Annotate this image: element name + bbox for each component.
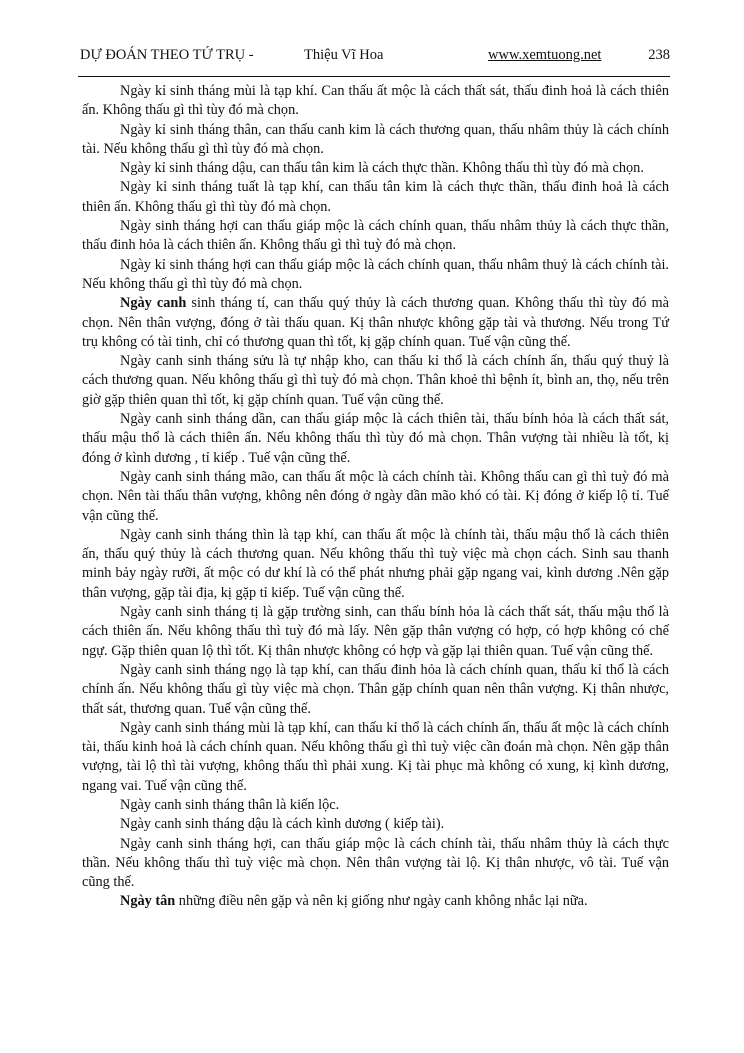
paragraph-text: sinh tháng tí, can thấu quý thủy là cách thương quan. Không thấu thì tùy đó mà chọn. Nên thân vượng, đóng ở tài thấu quan. Kị thân nhược không gặp tài và thương. Nếu trong Tứ trụ không có tài tinh, chỉ có thương quan thì tốt, kị gặp chính quan. Tuế vận cũng thế. [82,295,669,350]
paragraph-text: Ngày canh sinh tháng tị là gặp trường sinh, can thấu bính hỏa là cách thất sát, thấu mậu thổ là cách thiên ấn. Nếu không thấu thì tuỳ đó mà lấy. Nên gặp thân vượng có hợp, có hợp không có chế ngự. Gặp thiên quan lộ thì tốt. Kị thân nhược không có hợp và gặp lại thiên quan. Tuế vận cũng thế. [82,604,669,659]
body-paragraph [82,468,669,526]
body-paragraph [82,410,669,468]
header-book-title: DỰ ĐOÁN THEO TỨ TRỤ - [80,47,254,63]
header-author: Thiệu Vĩ Hoa [304,47,384,63]
paragraph-text: Ngày canh sinh tháng dậu là cách kình dương ( kiếp tài). [120,816,445,833]
body-paragraph [82,719,669,796]
body-paragraph [82,835,669,893]
paragraph-text: những điều nên gặp và nên kị giống như ngày canh không nhắc lại nữa. [175,893,588,910]
body-paragraph [82,178,669,217]
body-paragraph [82,661,669,719]
body-paragraph [82,294,669,352]
paragraph-text: Ngày canh sinh tháng hợi, can thấu giáp mộc là cách chính tài, thấu nhâm thủy là cách thực thần. Nếu không thấu thì tuỳ việc mà chọn. Nên thân vượng tài lộ. Kị thân nhược, vô tài. Tuế vận cũng thế. [82,835,669,891]
header-website-link[interactable]: www.xemtuong.net [488,47,602,63]
body-paragraph [82,82,669,121]
body-paragraph [82,892,669,911]
paragraph-lead-bold: Ngày canh [120,295,187,312]
paragraph-text: Ngày kỉ sinh tháng thân, can thấu canh kim là cách thương quan, thấu nhâm thủy là cách chính tài. Nếu không thấu gì thì tùy đó mà chọn. [82,121,669,157]
paragraph-text: Ngày kỉ sinh tháng tuất là tạp khí, can thấu tân kim là cách thực thần, thấu đinh hoả là cách thiên ấn. Không thấu gì thì tùy đó mà chọn. [82,179,669,215]
paragraph-text: Ngày canh sinh tháng ngọ là tạp khí, can thấu đinh hỏa là cách chính quan, thấu kỉ thổ là cách chính ấn. Nếu không thấu gì tùy việc mà chọn. Thân gặp chính quan nên thân vượng. Kị thân nhược, thất sát, thương quan. Tuế vận cũng thế. [82,661,669,717]
header-page-number: 238 [648,47,670,63]
body-paragraph [82,159,669,178]
paragraph-text: Ngày canh sinh tháng thân là kiến lộc. [120,796,340,813]
document-body [82,82,669,912]
header-divider [78,76,670,77]
paragraph-text: Ngày canh sinh tháng sửu là tự nhập kho, can thấu kỉ thổ là cách chính ấn, thấu quý thuỷ là cách thương quan. Nếu không thấu gì thì tuỳ đó mà chọn. Thân khoẻ thì bệnh ít, bình an, thọ, nếu trên giờ gặp thiên quan thì tốt, kị gặp chính quan. Tuế vận cũng thế. [82,353,669,408]
paragraph-lead-bold: Ngày tân [120,893,176,910]
paragraph-text: Ngày canh sinh tháng thìn là tạp khí, can thấu ất mộc là chính tài, thấu mậu thổ là cách thiên ấn, thấu quý thủy là cách thương quan. Nếu không thấu thì tuỳ việc mà chọn cách. Sinh sau thanh minh bảy ngày rưỡi, ất mộc có dư khí là có thể phát nhưng phải gặp ngang vai, kình dương .Nên gặp thân vượng, gặp tài địa, kị gặp tỉ kiếp. Tuế vận cũng thế. [82,526,669,601]
paragraph-text: Ngày sinh tháng hợi can thấu giáp mộc là cách chính quan, thấu nhâm thủy là cách thực thần, thấu đinh hỏa là cách thiên ấn. Không thấu gì thì tuỳ đó mà chọn. [82,218,669,254]
body-paragraph [82,256,669,295]
paragraph-text: Ngày kỉ sinh tháng mùi là tạp khí. Can thấu ất mộc là cách thất sát, thấu đinh hoả là cách thiên ấn. Không thấu gì thì tùy đó mà chọn. [82,83,669,119]
paragraph-text: Ngày kỉ sinh tháng dậu, can thấu tân kim là cách thực thần. Không thấu thì tùy đó mà chọn. [120,160,644,177]
body-paragraph [82,815,669,834]
body-paragraph [82,217,669,256]
paragraph-text: Ngày canh sinh tháng mão, can thấu ất mộc là cách chính tài. Không thấu can gì thì tuỳ đó mà chọn. Nên tài thấu thân vượng, không nên đóng ở ngày dần mão khó có tài. Kị đóng ở kiếp lộ tỉ. Tuế vận cũng thế. [82,468,669,524]
paragraph-text: Ngày kỉ sinh tháng hợi can thấu giáp mộc là cách chính quan, thấu nhâm thuỷ là cách chính tài. Nếu không thấu gì thì tùy đó mà chọn. [82,256,669,292]
body-paragraph [82,526,669,603]
body-paragraph [82,121,669,160]
paragraph-text: Ngày canh sinh tháng dần, can thấu giáp mộc là cách thiên tài, thấu bính hỏa là cách thất sát, thấu mậu thổ là cách thiên ấn. Nếu không thấu thì tùy đó mà chọn. Thân vượng tài nhiều là tốt, kị đóng ở kình dương , tỉ kiếp . Tuế vận cũng thế. [82,411,669,466]
body-paragraph [82,603,669,661]
body-paragraph [82,352,669,410]
body-paragraph [82,796,669,815]
page-header [80,47,670,69]
paragraph-text: Ngày canh sinh tháng mùi là tạp khí, can thấu kỉ thổ là cách chính ấn, thấu ất mộc là cách chính tài, thấu kinh hoả là cách chính quan. Nếu không thấu gì thì tuỳ việc cần đoán mà chọn. Nên gặp thân vượng, tài lộ thì tài vượng, không thấu thì phải xung. Kị tài phục mà không có xung, kị kình dương, ngang vai. Tuế vận cũng thế. [82,719,669,794]
